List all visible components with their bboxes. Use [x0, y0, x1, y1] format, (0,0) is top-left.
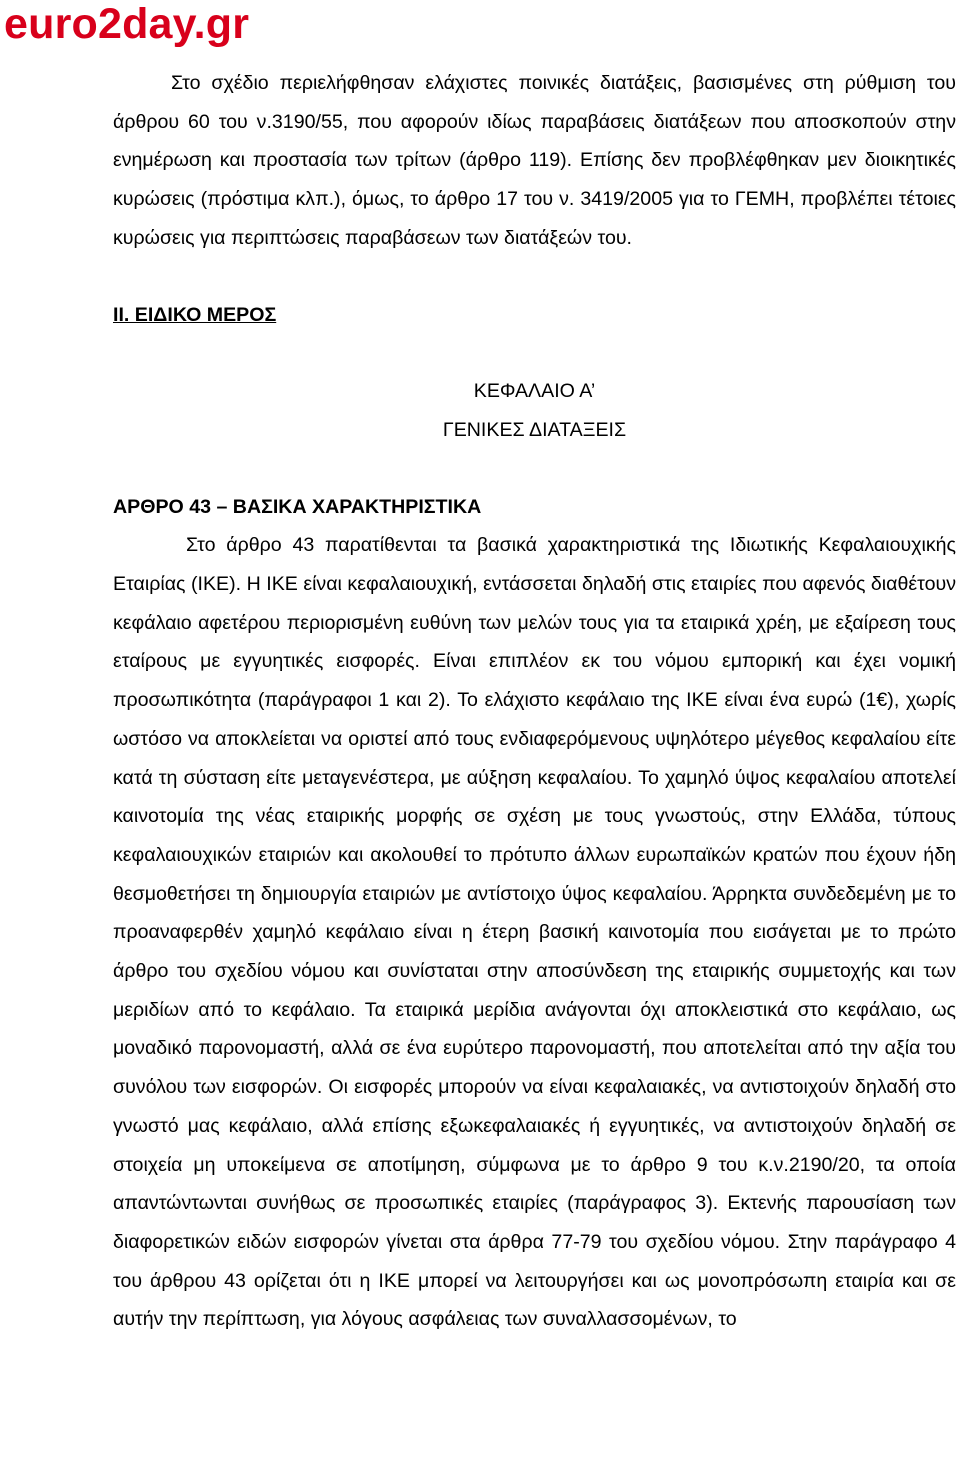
- spacer: [113, 334, 956, 372]
- article-paragraph: Στο άρθρο 43 παρατίθενται τα βασικά χαρακτηριστικά της Ιδιωτικής Κεφαλαιουχικής Εταιρίας (ΙΚΕ). Η ΙΚΕ είναι κεφαλαιουχική, εντάσσεται δηλαδή στις εταιρίες που αφενός διαθέτουν κεφάλαιο αφετέρου περιορισμένη ευθύνη των μελών τους για τα εταιρικά χρέη, με εξαίρεση τους εταίρους με εγγυητικές εισφορές. Είναι επιπλέον εκ του νόμου εμπορική και έχει νομική προσωπικότητα (παράγραφοι 1 και 2). Το ελάχιστο κεφάλαιο της ΙΚΕ είναι ένα ευρώ (1€), χωρίς ωστόσο να αποκλείεται να οριστεί από τους ενδιαφερόμενους υψηλότερο μέγεθος κεφαλαίου είτε κατά τη σύσταση είτε μεταγενέστερα, με αύξηση κεφαλαίου. Το χαμηλό ύψος κεφαλαίου αποτελεί καινοτομία της νέας εταιρικής μορφής σε σχέση με τους γνωστούς, στην Ελλάδα, τύπους κεφαλαιουχικών εταιριών και ακολουθεί το πρότυπο άλλων ευρωπαϊκών κρατών που έχουν ήδη θεσμοθετήσει τη δημιουργία εταιριών με αντίστοιχο ύψος κεφαλαίου. Άρρηκτα συνδεδεμένη με το προαναφερθέν χαμηλό κεφάλαιο είναι η έτερη βασική καινοτομία που εισάγεται με το πρώτο άρθρο του σχεδίου νόμου και συνίσταται στην αποσύνδεση της εταιρικής συμμετοχής και των μεριδίων από το κεφάλαιο. Τα εταιρικά μερίδια ανάγονται όχι αποκλειστικά στο κεφάλαιο, ως μοναδικό παρονομαστή, αλλά σε ένα ευρύτερο παρονομαστή, που αποτελείται από την αξία του συνόλου των εισφορών. Οι εισφορές μπορούν να είναι κεφαλαιακές, να αντιστοιχούν δηλαδή στο γνωστό μας κεφάλαιο, αλλά επίσης εξωκεφαλαιακές ή εγγυητικές, να αντιστοιχούν δηλαδή σε στοιχεία μη υποκείμενα σε αποτίμηση, σύμφωνα με το άρθρο 9 του κ.ν.2190/20, τα οποία απαντώντωνται συνήθως σε προσωπικές εταιρίες (παράγραφος 3). Εκτενής παρουσίαση των διαφορετικών ειδών εισφορών γίνεται στα άρθρα 77-79 του σχεδίου νόμου. Στην παράγραφο 4 του άρθρου 43 ορίζεται ότι η ΙΚΕ μπορεί να λειτουργήσει και ως μονοπρόσωπη εταιρία και σε αυτήν την περίπτωση, για λόγους ασφάλειας των συναλλασσομένων, το: [113, 534, 956, 1331]
- spacer: [113, 258, 956, 296]
- chapter-heading: ΚΕΦΑΛΑΙΟ Α’: [473, 380, 596, 403]
- chapter-subheading: ΓΕΝΙΚΕΣ ΔΙΑΤΑΞΕΙΣ: [442, 418, 627, 441]
- article-heading: ΑΡΘΡΟ 43 – ΒΑΣΙΚΑ ΧΑΡΑΚΤΗΡΙΣΤΙΚΑ: [113, 495, 482, 518]
- document-page: [113, 64, 956, 1339]
- section-heading: ΙΙ. ΕΙΔΙΚΟ ΜΕΡΟΣ: [113, 303, 277, 326]
- intro-paragraph: Στο σχέδιο περιελήφθησαν ελάχιστες ποινικές διατάξεις, βασισμένες στη ρύθμιση του άρθρου 60 του ν.3190/55, που αφορούν ιδίως παραβάσεις διατάξεων που αποσκοπούν στην ενημέρωση και προστασία των τρίτων (άρθρο 119). Επίσης δεν προβλέφθηκαν μεν διοικητικές κυρώσεις (πρόστιμα κλπ.), όμως, το άρθρο 17 του ν. 3419/2005 για το ΓΕΜΗ, προβλέπει τέτοιες κυρώσεις για περιπτώσεις παραβάσεων των διατάξεών του.: [113, 72, 956, 249]
- euro2day-watermark-logo: euro2day.gr: [4, 0, 250, 48]
- spacer: [113, 450, 956, 488]
